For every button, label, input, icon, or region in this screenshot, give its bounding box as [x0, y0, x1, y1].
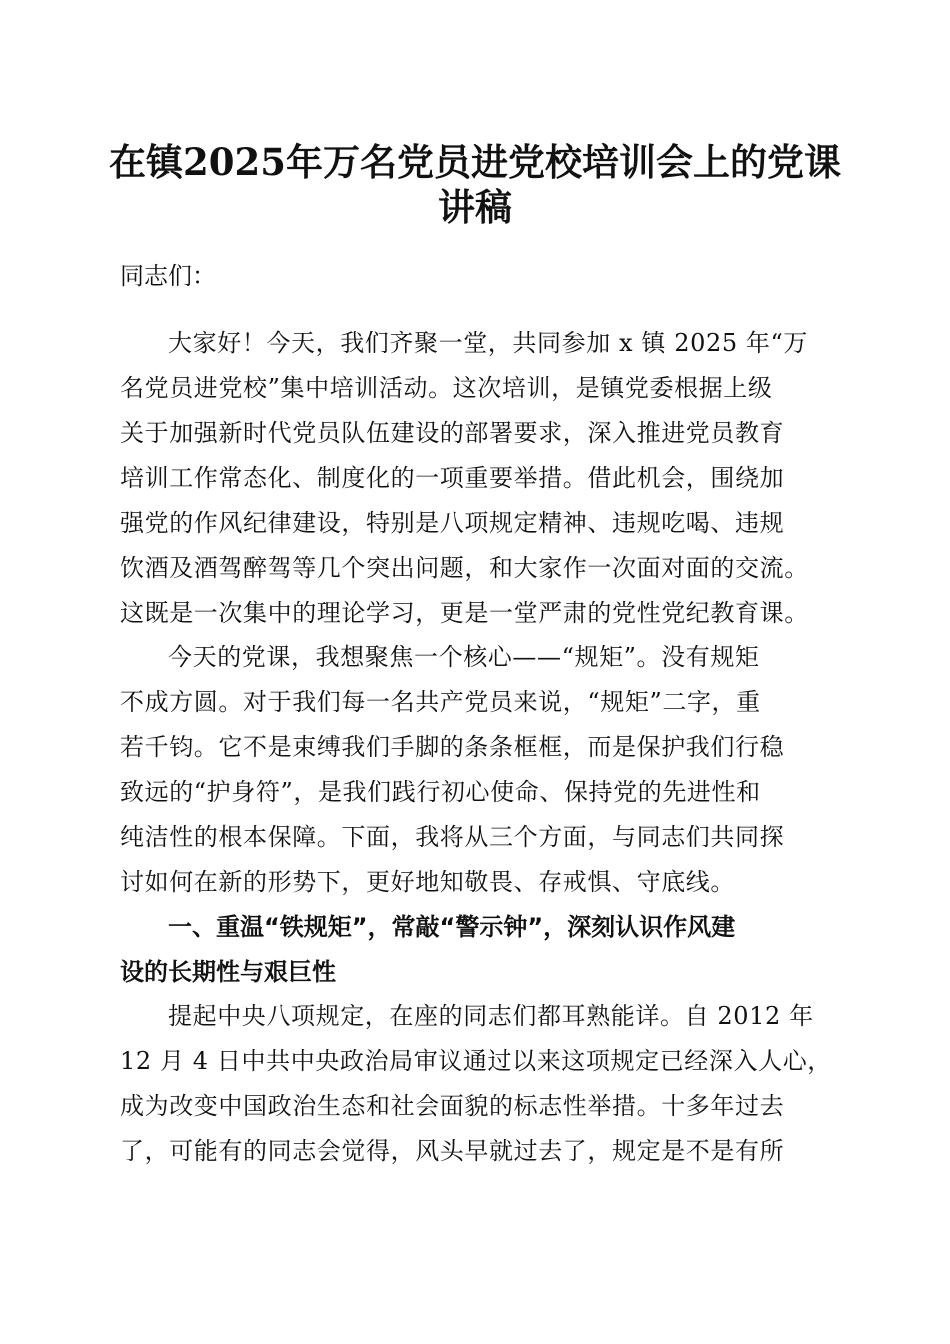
paragraph-1-line-1: 大家好！今天，我们齐聚一堂，共同参加 x 镇 2025 年“万: [168, 329, 808, 357]
document-title-line-2: 讲稿: [438, 185, 512, 229]
paragraph-1-line-7: 这既是一次集中的理论学习，更是一堂严肃的党性党纪教育课。: [120, 599, 809, 627]
paragraph-1-line-3: 关于加强新时代党员队伍建设的部署要求，深入推进党员教育: [120, 419, 785, 447]
paragraph-2-line-4: 致远的“护身符”，是我们践行初心使命、保持党的先进性和: [120, 778, 761, 806]
paragraph-3-line-2: 12 月 4 日中共中央政治局审议通过以来这项规定已经深入人心，: [120, 1047, 832, 1075]
section-heading-1-line-2: 设的长期性与艰巨性: [120, 958, 336, 986]
paragraph-1-line-5: 强党的作风纪律建设，特别是八项规定精神、违规吃喝、违规: [120, 509, 785, 537]
section-heading-1-line-1: 一、重温“铁规矩”，常敲“警示钟”，深刻认识作风建: [168, 913, 736, 941]
paragraph-2-line-2: 不成方圆。对于我们每一名共产党员来说，“规矩”二字，重: [120, 688, 761, 716]
document-title-line-1: 在镇2025年万名党员进党校培训会上的党课: [109, 140, 841, 184]
paragraph-2-line-3: 若千钧。它不是束缚我们手脚的条条框框，而是保护我们行稳: [120, 733, 785, 761]
paragraph-2-line-1: 今天的党课，我想聚焦一个核心——“规矩”。没有规矩: [168, 643, 760, 671]
paragraph-2-line-6: 讨如何在新的形势下，更好地知敬畏、存戒惧、守底线。: [120, 868, 735, 896]
paragraph-3-line-3: 成为改变中国政治生态和社会面貌的标志性举措。十多年过去: [120, 1092, 785, 1120]
paragraph-1-line-2: 名党员进党校”集中培训活动。这次培训，是镇党委根据上级: [120, 374, 773, 402]
paragraph-3-line-4: 了，可能有的同志会觉得，风头早就过去了，规定是不是有所: [120, 1137, 785, 1165]
paragraph-1-line-4: 培训工作常态化、制度化的一项重要举措。借此机会，围绕加: [120, 464, 785, 492]
salutation: 同志们：: [120, 262, 216, 290]
paragraph-1-line-6: 饮酒及酒驾醉驾等几个突出问题，和大家作一次面对面的交流。: [120, 554, 809, 582]
paragraph-3-line-1: 提起中央八项规定，在座的同志们都耳熟能详。自 2012 年: [168, 1002, 814, 1030]
paragraph-2-line-5: 纯洁性的根本保障。下面，我将从三个方面，与同志们共同探: [120, 823, 785, 851]
